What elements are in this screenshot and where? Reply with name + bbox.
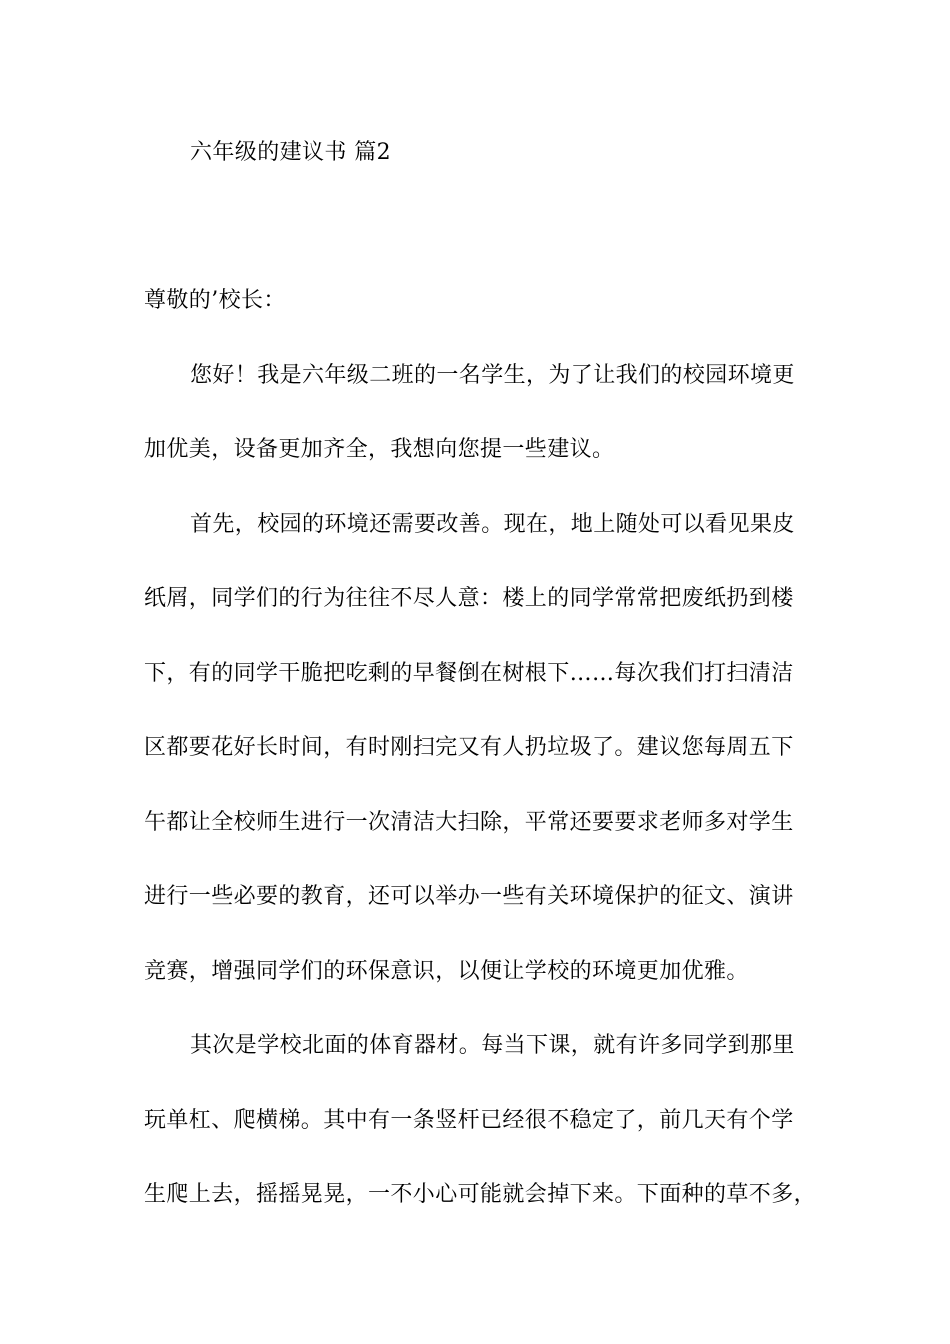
salutation: 尊敬的’校长： — [144, 288, 286, 313]
paragraph-line: 纸屑，同学们的行为往往不尽人意：楼上的同学常常把废纸扔到楼 — [144, 586, 794, 611]
paragraph-line: 玩单杠、爬横梯。其中有一条竖杆已经很不稳定了，前几天有个学 — [144, 1108, 794, 1133]
paragraph-line: 其次是学校北面的体育器材。每当下课，就有许多同学到那里 — [190, 1033, 795, 1058]
paragraph-line: 生爬上去，摇摇晃晃，一不小心可能就会掉下来。下面种的草不多， — [144, 1182, 817, 1207]
paragraph-line: 下，有的同学干脆把吃剩的早餐倒在树根下……每次我们打扫清洁 — [144, 661, 794, 686]
paragraph-line: 区都要花好长时间，有时刚扫完又有人扔垃圾了。建议您每周五下 — [144, 735, 794, 760]
paragraph-line: 首先，校园的环境还需要改善。现在，地上随处可以看见果皮 — [190, 512, 795, 537]
paragraph-line: 您好！我是六年级二班的一名学生，为了让我们的校园环境更 — [190, 363, 795, 388]
paragraph-line: 加优美，设备更加齐全，我想向您提一些建议。 — [144, 437, 615, 462]
paragraph-line: 午都让全校师生进行一次清洁大扫除，平常还要要求老师多对学生 — [144, 810, 794, 835]
paragraph-line: 竞赛，增强同学们的环保意识，以便让学校的环境更加优雅。 — [144, 959, 749, 984]
document-title: 六年级的建议书 篇2 — [190, 140, 391, 165]
paragraph-line: 进行一些必要的教育，还可以举办一些有关环境保护的征文、演讲 — [144, 884, 794, 909]
